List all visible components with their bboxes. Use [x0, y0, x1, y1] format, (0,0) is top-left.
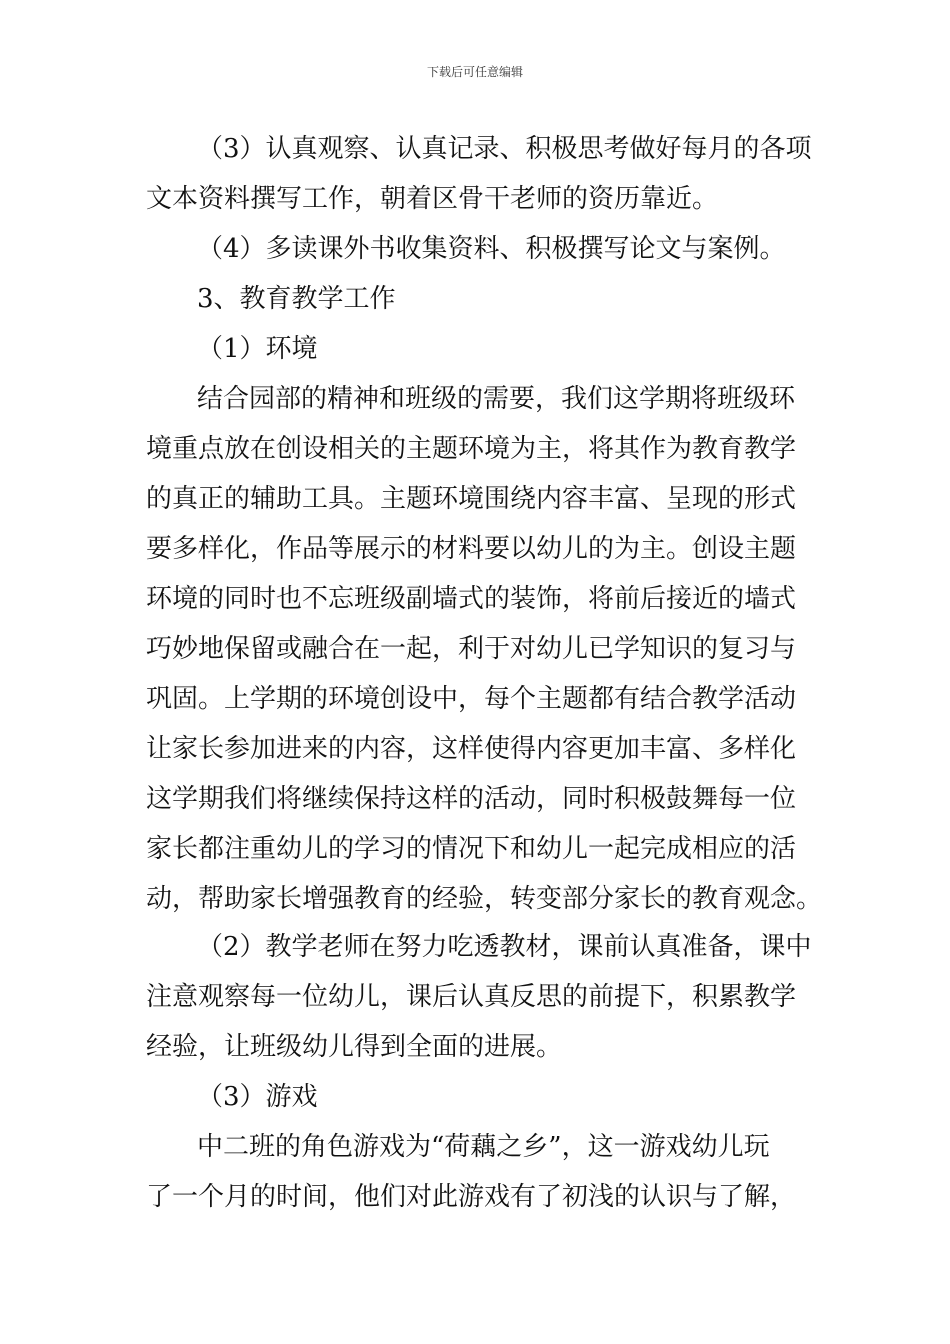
paragraph-line: 这学期我们将继续保持这样的活动，同时积极鼓舞每一位 [146, 784, 797, 814]
section-heading: 3、教育教学工作 [197, 284, 396, 314]
page-header: 下载后可任意编辑 [426, 65, 523, 79]
paragraph-line: 境重点放在创设相关的主题环境为主，将其作为教育教学 [146, 434, 797, 464]
paragraph-line: 了一个月的时间，他们对此游戏有了初浅的认识与了解， [146, 1182, 797, 1212]
paragraph-line: （2）教学老师在努力吃透教材，课前认真准备，课中 [197, 932, 812, 962]
paragraph-line: 结合园部的精神和班级的需要，我们这学期将班级环 [197, 384, 796, 414]
paragraph-line: 动，帮助家长增强教育的经验，转变部分家长的教育观念。 [146, 884, 823, 914]
paragraph-line: （3）认真观察、认真记录、积极思考做好每月的各项 [197, 134, 812, 164]
paragraph-line: 经验，让班级幼儿得到全面的进展。 [146, 1032, 563, 1062]
paragraph-line: 要多样化，作品等展示的材料要以幼儿的为主。创设主题 [146, 534, 797, 564]
paragraph-line: 巩固。上学期的环境创设中，每个主题都有结合教学活动 [146, 684, 797, 714]
paragraph-line: 注意观察每一位幼儿，课后认真反思的前提下，积累教学 [146, 982, 797, 1012]
paragraph-line: 文本资料撰写工作，朝着区骨干老师的资历靠近。 [146, 184, 719, 214]
paragraph-line: 的真正的辅助工具。主题环境围绕内容丰富、呈现的形式 [146, 484, 797, 514]
paragraph-line: 中二班的角色游戏为“荷藕之乡”，这一游戏幼儿玩 [197, 1132, 770, 1162]
paragraph-line: 让家长参加进来的内容，这样使得内容更加丰富、多样化 [146, 734, 797, 764]
subsection-heading: （3）游戏 [197, 1082, 318, 1112]
paragraph-line: 巧妙地保留或融合在一起，利于对幼儿已学知识的复习与 [146, 634, 797, 664]
paragraph-line: 家长都注重幼儿的学习的情况下和幼儿一起完成相应的活 [146, 834, 797, 864]
paragraph-line: 环境的同时也不忘班级副墙式的装饰，将前后接近的墙式 [146, 584, 797, 614]
paragraph-line: （4）多读课外书收集资料、积极撰写论文与案例。 [197, 234, 786, 264]
subsection-heading: （1）环境 [197, 334, 318, 364]
